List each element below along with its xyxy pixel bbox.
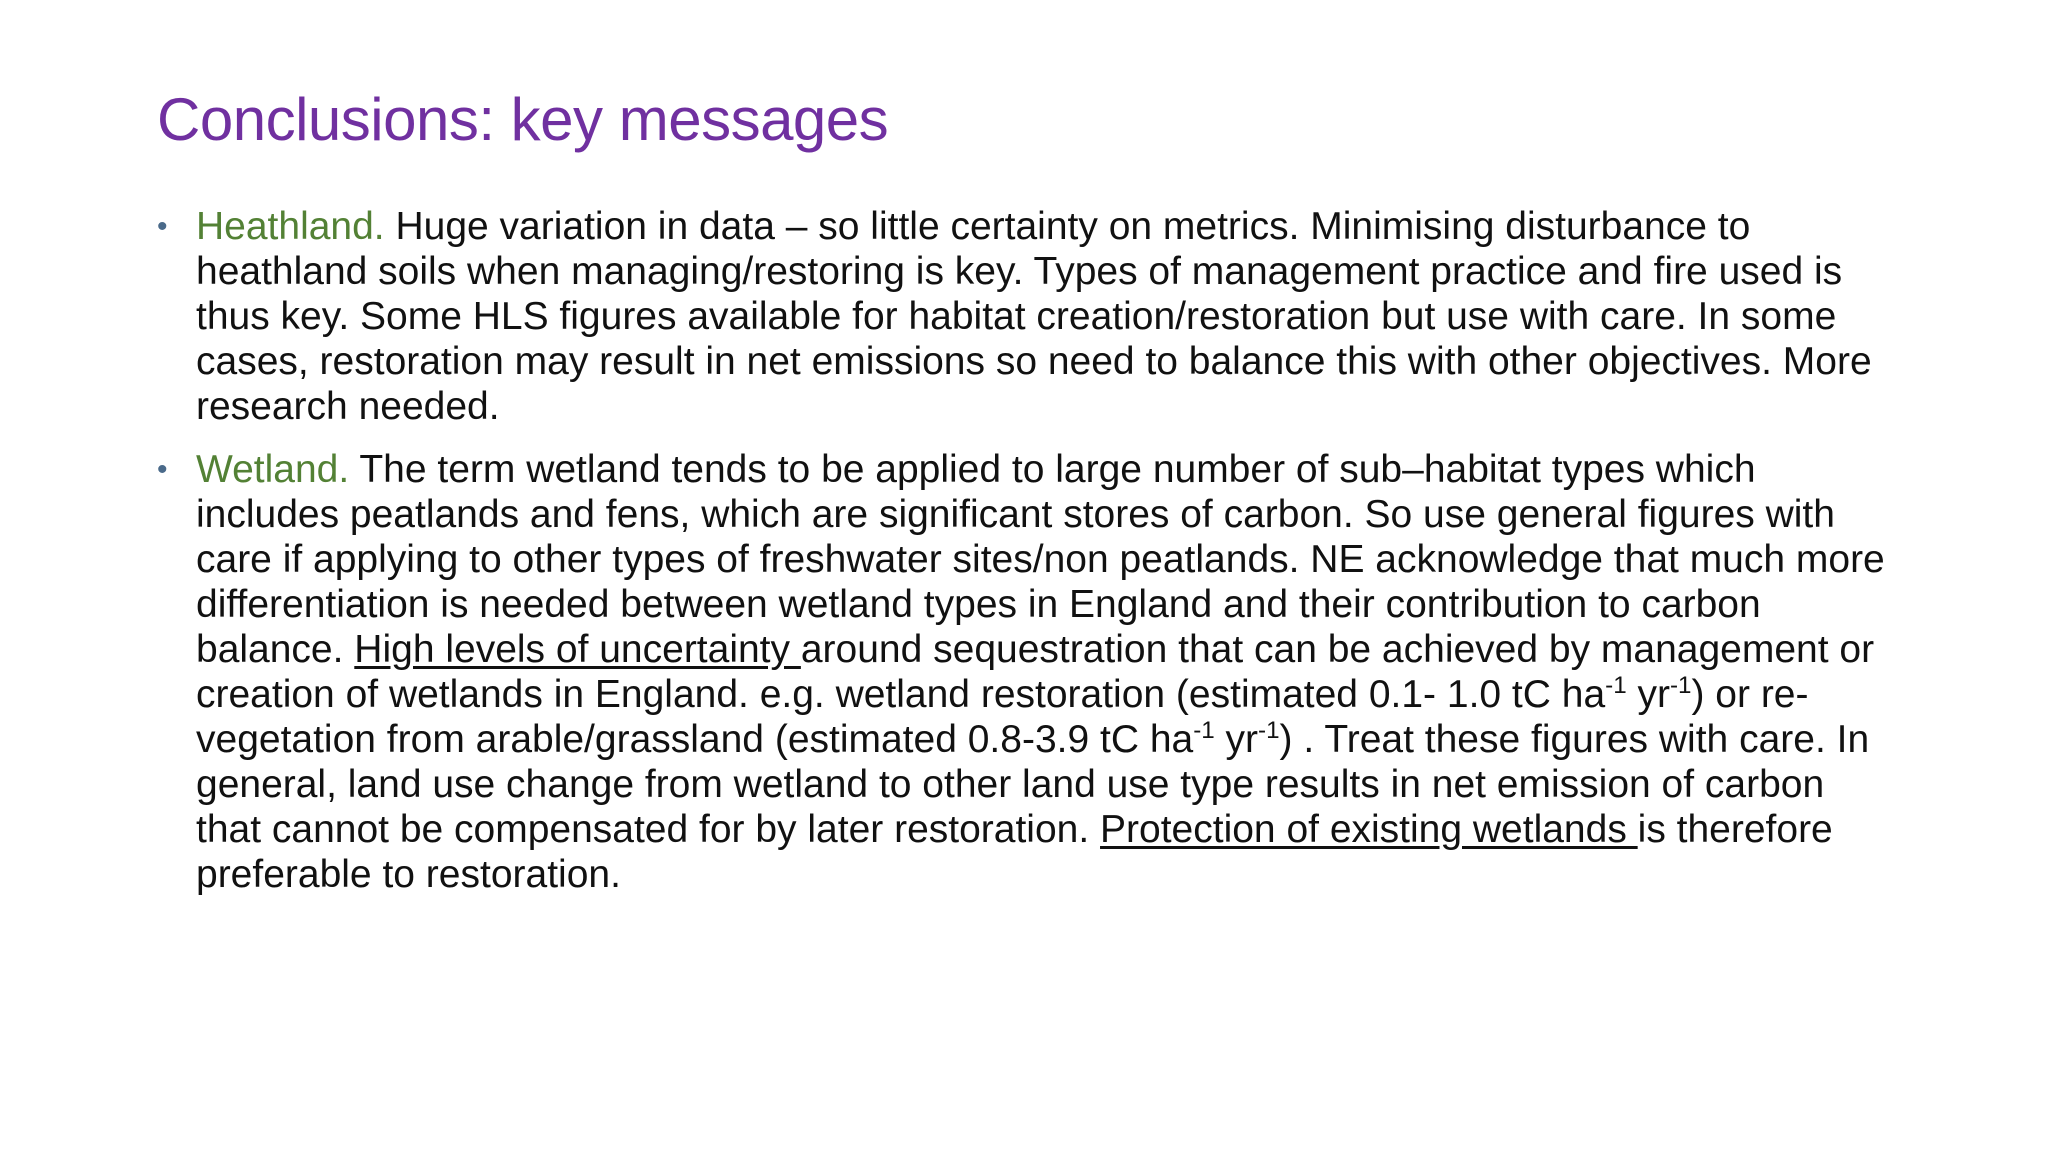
superscript: -1 xyxy=(1669,672,1692,699)
protection-emphasis: Protection of existing wetlands xyxy=(1100,808,1638,851)
bullet-dot-icon: • xyxy=(157,453,168,486)
slide-title: Conclusions: key messages xyxy=(157,86,889,153)
wetland-text-5: yr xyxy=(1214,718,1259,761)
wetland-text-4: ) or re-vegetation from arable/grassland (estimated 0.8-3.9 tC ha xyxy=(196,673,1809,761)
heathland-term: Heathland. xyxy=(196,205,385,248)
bullet-dot-icon: • xyxy=(157,210,168,243)
wetland-text-3: yr xyxy=(1626,673,1670,716)
superscript: -1 xyxy=(1605,672,1627,699)
superscript: -1 xyxy=(1258,717,1280,744)
wetland-term: Wetland. xyxy=(196,448,350,491)
bullet-wetland xyxy=(157,447,1897,897)
bullet-list xyxy=(157,204,1897,915)
wetland-text-6: ) . Treat these figures with care. In general, land use change from wetland to other land use type results in net emission of carbon that cannot be compensated for by later restoration. xyxy=(196,718,1870,851)
heathland-text: Huge variation in data – so little certainty on metrics. Minimising disturbance to heathland soils when managing/restoring is key. Types of management practice and fire used is thus key. Some HLS figures available for habitat creation/restoration but use with care. In some cases, restoration may result in net emissions so need to balance this with other objectives. More research needed. xyxy=(196,205,1872,428)
wetland-text-1: The term wetland tends to be applied to large number of sub–habitat types which includes peatlands and fens, which are significant stores of carbon. So use general figures with care if applying to other types of freshwater sites/non peatlands. NE acknowledge that much more differentiation is needed between wetland types in England and their contribution to carbon balance. xyxy=(196,448,1885,671)
uncertainty-emphasis: High levels of uncertainty xyxy=(354,628,801,671)
bullet-heathland xyxy=(157,204,1897,429)
wetland-text-2: around sequestration that can be achieved by management or creation of wetlands in England. e.g. wetland restoration (estimated 0.1- 1.0 tC ha xyxy=(196,628,1875,716)
wetland-text-7: is therefore preferable to restoration. xyxy=(196,808,1833,896)
superscript: -1 xyxy=(1193,717,1215,744)
